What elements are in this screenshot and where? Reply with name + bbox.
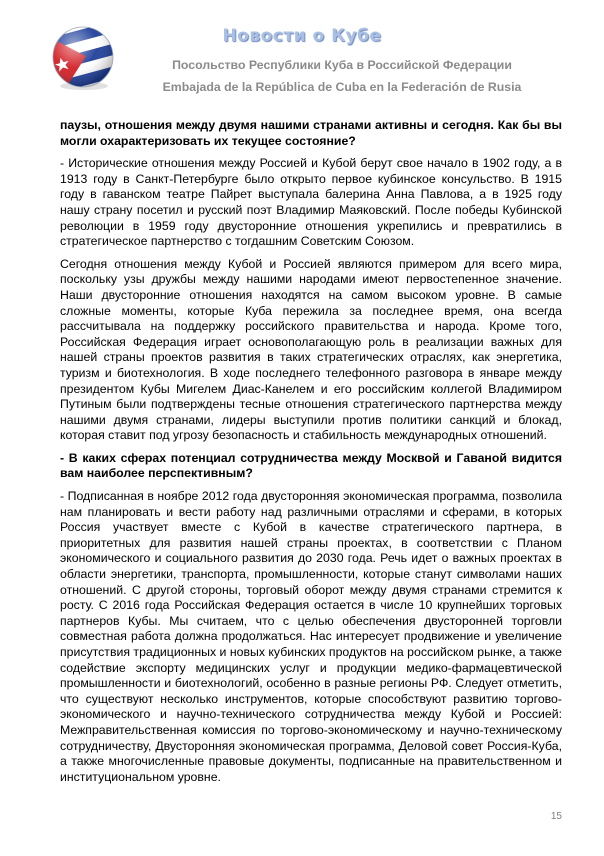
article-body [60,118,562,792]
embassy-name-russian: Посольство Республики Куба в Российской Федерации [172,58,512,72]
question-paragraph: паузы, отношения между двумя нашими странами активны и сегодня. Как бы вы могли охарактеризовать их текущее состояние? [60,118,562,148]
answer-paragraph: - Подписанная в ноябре 2012 года двусторонняя экономическая программа, позволила нам планировать и вести работу над различными отраслями и сферами, в которых Россия участвует вместе с Кубой в качестве стратегического партнера, в приоритетных для развития нашей страны проектах, в соответствии с Планом экономического и социального развития до 2030 года. Речь идет о важных проектах в области энергетики, транспорта, промышленности, которые станут символами наших отношений. С другой стороны, торговый оборот между двумя странами стремится к росту. С 2016 года Российская Федерация остается в числе 10 крупнейших торговых партнеров Кубы. Мы считаем, что с целью обеспечения двусторонней торговли совместная работа должна продолжаться. Нас интересует продвижение и увеличение присутствия традиционных и новых кубинских продуктов на российском рынке, а также содействие экспорту медицинских услуг и продукции медико-фармацевтической промышленности и биотехнологий, особенно в разные регионы РФ. Следует отметить, что существуют несколько инструментов, которые способствуют развитию торгово-экономического и научно-технического сотрудничества между Кубой и Россией: Межправительственная комиссия по торгово-экономическому и научно-техническому сотрудничеству, Двусторонняя экономическая программа, Деловой совет Россия-Куба, а также многочисленные правовые документы, подписанные на правительственном и институциональном уровне. [60,489,562,784]
question-paragraph: - В каких сферах потенциал сотрудничества между Москвой и Гаваной видится вам наиболее перспективным? [60,450,562,481]
answer-paragraph: - Исторические отношения между Россией и Кубой берут свое начало в 1902 году, а в 1913 году в Санкт-Петербурге было открыто первое кубинское консульство. В 1915 году в гаванском театре Пайрет выступала балерина Анна Павлова, а в 1925 году нашу страну посетил и русский поэт Владимир Маяковский. После победы Кубинской революции в 1959 году двусторонние отношения укрепились и превратились в стратегическое партнерство с тогдашним Советским Союзом. [60,156,562,249]
page-number: 15 [550,811,562,822]
brand-title: Новости о Кубе [222,26,382,46]
answer-paragraph: Сегодня отношения между Кубой и Россией являются примером для всего мира, поскольку узы дружбы между нашими народами имеют первостепенное значение. Наши двусторонние отношения находятся на самом высоком уровне. В самые сложные моменты, которые Куба пережила за последнее время, она всегда рассчитывала на поддержку российского правительства и народа. Кроме того, Российская Федерация играет основополагающую роль в реализации важных для нашей страны проектов развития в таких стратегических отраслях, как энергетика, туризм и биотехнология. В ходе последнего телефонного разговора в январе между президентом Кубы Мигелем Диас-Канелем и его российским коллегой Владимиром Путиным были подтверждены тесные отношения стратегического партнерства между нашими двумя странами, лидеры выступили против политики санкций и блокад, которая ставит под угрозу безопасность и стабильность международных отношений. [60,256,562,443]
embassy-name-spanish: Embajada de la República de Cuba en la Federación de Rusia [162,80,522,94]
